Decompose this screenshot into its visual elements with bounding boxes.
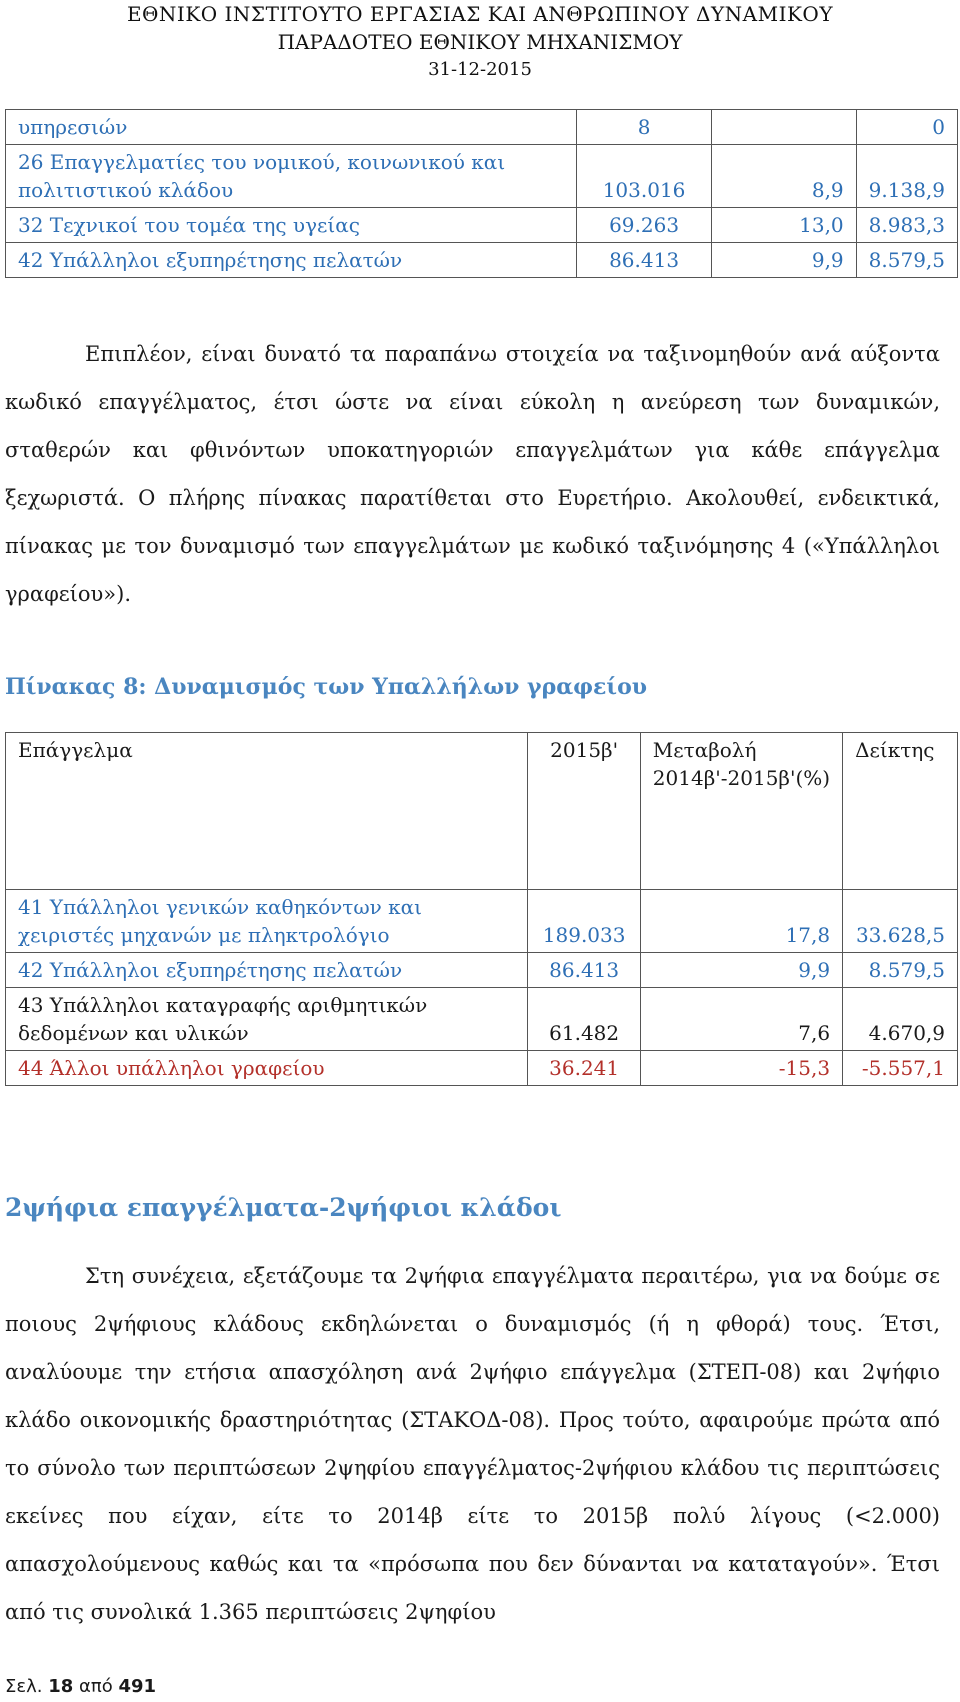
row-value: 189.033 [528,890,640,953]
row-label: 32 Τεχνικοί του τομέα της υγείας [6,208,577,243]
row-label: 42 Υπάλληλοι εξυπηρέτησης πελατών [6,243,577,278]
row-change: 17,8 [640,890,842,953]
row-label: υπηρεσιών [6,110,577,145]
footer-page-number: 18 [48,1676,74,1697]
row-index: 0 [856,110,957,145]
row-label: 26 Επαγγελματίες του νομικού, κοινωνικού και πολιτιστικού κλάδου [6,145,577,208]
row-change: 7,6 [640,988,842,1051]
table-row [6,243,958,278]
row-value: 86.413 [528,953,640,988]
table-caption: Πίνακας 8: Δυναμισμός των Υπαλλήλων γραφείου [5,674,648,700]
page-header [0,0,960,84]
footer-of: από [79,1676,113,1697]
header-deliverable: ΠΑΡΑΔΟΤΕΟ ΕΘΝΙΚΟΥ ΜΗΧΑΝΙΣΜΟΥ [277,30,683,54]
header-institute: ΕΘΝΙΚΟ ΙΝΣΤΙΤΟΥΤΟ ΕΡΓΑΣΙΑΣ ΚΑΙ ΑΝΘΡΩΠΙΝΟΥ ΔΥΝΑΜΙΚΟΥ [126,2,834,26]
table-row [6,1051,958,1086]
footer-total-pages: 491 [118,1676,157,1697]
table-row [6,145,958,208]
row-index: 8.579,5 [856,243,957,278]
table-row [6,988,958,1051]
table-row [6,953,958,988]
occupations-table-continued [5,109,958,278]
row-value: 86.413 [577,243,712,278]
row-value: 69.263 [577,208,712,243]
footer-prefix: Σελ. [5,1676,43,1697]
row-change: 8,9 [712,145,857,208]
section-heading: 2ψήφια επαγγέλματα-2ψήφιοι κλάδοι [5,1193,562,1222]
row-value: 61.482 [528,988,640,1051]
table-row [6,208,958,243]
row-change [712,110,857,145]
row-value: 36.241 [528,1051,640,1086]
row-change: 9,9 [640,953,842,988]
office-clerks-table [5,732,958,1086]
paragraph-intro-text: Επιπλέον, είναι δυνατό τα παραπάνω στοιχεία να ταξινομηθούν ανά αύξοντα κωδικό επαγγέλματος, έτσι ώστε να είναι εύκολη η ανεύρεση των δυναμικών, σταθερών και φθινόντων υποκατηγοριών επαγγελμάτων για κάθε επάγγελμα ξεχωριστά. Ο πλήρης πίνακας παρατίθεται στο Ευρετήριο. Ακολουθεί, ενδεικτικά, πίνακας με τον δυναμισμό των επαγγελμάτων με κωδικό ταξινόμησης 4 («Υπάλληλοι γραφείου»). [5,342,940,606]
row-label: 41 Υπάλληλοι γενικών καθηκόντων και χειριστές μηχανών με πληκτρολόγιο [6,890,528,953]
row-change: 9,9 [712,243,857,278]
table-row [6,890,958,953]
paragraph-analysis [5,1252,940,1636]
row-change: 13,0 [712,208,857,243]
header-change: Μεταβολή 2014β'-2015β'(%) [640,733,842,890]
paragraph-intro [5,330,940,618]
row-label: 44 Άλλοι υπάλληλοι γραφείου [6,1051,528,1086]
row-label: 42 Υπάλληλοι εξυπηρέτησης πελατών [6,953,528,988]
row-change: -15,3 [640,1051,842,1086]
page-footer [5,1676,156,1697]
table-row [6,110,958,145]
table-header-row [6,733,958,890]
row-label: 43 Υπάλληλοι καταγραφής αριθμητικών δεδομένων και υλικών [6,988,528,1051]
row-index: 9.138,9 [856,145,957,208]
row-index: 8.983,3 [856,208,957,243]
row-index: 33.628,5 [843,890,958,953]
header-date: 31-12-2015 [428,59,532,80]
row-index: -5.557,1 [843,1051,958,1086]
row-value: 8 [577,110,712,145]
row-value: 103.016 [577,145,712,208]
header-2015b: 2015β' [528,733,640,890]
row-index: 4.670,9 [843,988,958,1051]
row-index: 8.579,5 [843,953,958,988]
header-occupation: Επάγγελμα [6,733,528,890]
header-index: Δείκτης [843,733,958,890]
paragraph-analysis-text: Στη συνέχεια, εξετάζουμε τα 2ψήφια επαγγέλματα περαιτέρω, για να δούμε σε ποιους 2ψήφιους κλάδους εκδηλώνεται ο δυναμισμός (ή η φθορά) τους. Έτσι, αναλύουμε την ετήσια απασχόληση ανά 2ψήφιο επάγγελμα (ΣΤΕΠ-08) και 2ψήφιο κλάδο οικονομικής δραστηριότητας (ΣΤΑΚΟΔ-08). Προς τούτο, αφαιρούμε πρώτα από το σύνολο των περιπτώσεων 2ψηφίου επαγγέλματος-2ψήφιου κλάδου τις περιπτώσεις εκείνες που είχαν, είτε το 2014β είτε το 2015β πολύ λίγους (<2.000) απασχολούμενους καθώς και τα «πρόσωπα που δεν δύνανται να καταταγούν». Έτσι από τις συνολικά 1.365 περιπτώσεις 2ψηφίου [5,1264,940,1624]
